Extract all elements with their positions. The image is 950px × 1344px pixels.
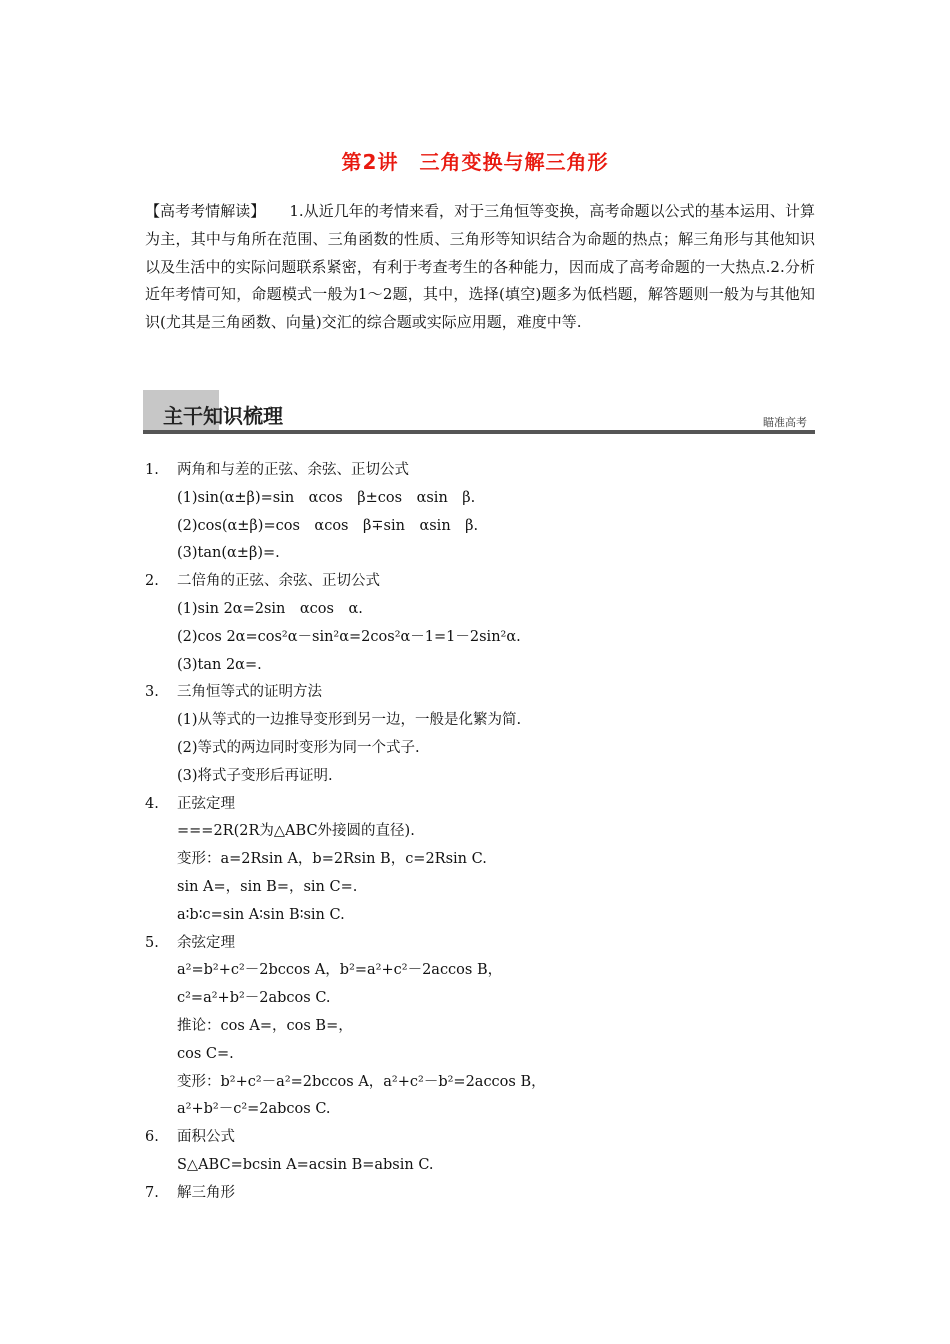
- item-title: 余弦定理: [177, 934, 235, 951]
- section-tag: 瞄准高考: [763, 416, 807, 429]
- formula-line: sin A=，sin B=，sin C=.: [177, 878, 358, 895]
- item-number: 1.: [145, 462, 159, 478]
- item-number: 4.: [145, 795, 159, 812]
- formula-line: ===2R(2R为△ABC外接圆的直径).: [177, 823, 415, 840]
- formula-line: (2)cos 2α=cos²α－sin²α=2cos²α－1=1－2sin²α.: [177, 628, 521, 645]
- item-number: 7.: [145, 1184, 159, 1201]
- page-title: 第2讲 三角变换与解三角形: [341, 150, 609, 174]
- formula-line: (2)cos(α±β)=cos αcos β∓sin αsin β.: [177, 517, 479, 534]
- list-item-title: [145, 930, 815, 958]
- formula-line: 变形：b²+c²－a²=2bccos A，a²+c²－b²=2accos B，: [177, 1073, 546, 1090]
- formula-line: a²+b²－c²=2abcos C.: [177, 1101, 331, 1118]
- formula-line: (3)tan 2α=.: [177, 656, 262, 673]
- section-heading: 主干知识梳理: [163, 404, 283, 428]
- exam-analysis-body: 1.从近几年的考情来看，对于三角恒等变换，高考命题以公式的基本运用、计算为主，其中与角所在范围、三角函数的性质、三角形等知识结合为命题的热点；解三角形与其他知识以及生活中的实际问题联系紧密，有利于考查考生的各种能力，因而成了高考命题的一大热点.2.分析近年考情可知，命题模式一般为1～2题，其中，选择(填空)题多为低档题，解答题则一般为与其他知识(尤其是三角函数、向量)交汇的综合题或实际应用题，难度中等.: [145, 202, 815, 332]
- formula-line: cos C=.: [177, 1045, 234, 1062]
- list-item-title: [145, 457, 815, 485]
- knowledge-list: [145, 457, 815, 1208]
- list-item-title: [145, 791, 815, 819]
- section-banner: [143, 390, 815, 436]
- list-item-title: [145, 568, 815, 596]
- formula-line: 变形：a=2Rsin A，b=2Rsin B，c=2Rsin C.: [177, 851, 487, 868]
- formula-line: (1)sin 2α=2sin αcos α.: [177, 600, 363, 617]
- banner-divider: [143, 430, 815, 434]
- item-number: 5.: [145, 934, 159, 951]
- list-item-title: [145, 1180, 815, 1208]
- formula-line: a∶b∶c=sin A∶sin B∶sin C.: [177, 906, 345, 923]
- exam-analysis-heading: 【高考考情解读】: [145, 202, 266, 220]
- item-title: 两角和与差的正弦、余弦、正切公式: [177, 462, 409, 478]
- item-title: 二倍角的正弦、余弦、正切公式: [177, 573, 380, 590]
- formula-line: 推论：cos A=，cos B=，: [177, 1017, 353, 1034]
- text-line: (2)等式的两边同时变形为同一个式子.: [177, 739, 420, 756]
- text-line: (1)从等式的一边推导变形到另一边，一般是化繁为简.: [177, 712, 522, 729]
- item-title: 三角恒等式的证明方法: [177, 684, 322, 701]
- list-item-title: [145, 1124, 815, 1152]
- text-line: (3)将式子变形后再证明.: [177, 767, 333, 784]
- formula-line: S△ABC=bcsin A=acsin B=absin C.: [177, 1156, 434, 1173]
- list-item-title: [145, 679, 815, 707]
- item-number: 6.: [145, 1129, 159, 1146]
- formula-line: a²=b²+c²－2bccos A，b²=a²+c²－2accos B，: [177, 962, 503, 979]
- formula-line: (3)tan(α±β)=.: [177, 545, 280, 562]
- item-title: 面积公式: [177, 1129, 235, 1146]
- item-number: 2.: [145, 573, 159, 590]
- item-title: 正弦定理: [177, 795, 235, 812]
- formula-line: c²=a²+b²－2abcos C.: [177, 990, 331, 1007]
- formula-line: (1)sin(α±β)=sin αcos β±cos αsin β.: [177, 489, 476, 506]
- item-title: 解三角形: [177, 1184, 235, 1201]
- exam-analysis: [145, 198, 815, 337]
- item-number: 3.: [145, 684, 159, 701]
